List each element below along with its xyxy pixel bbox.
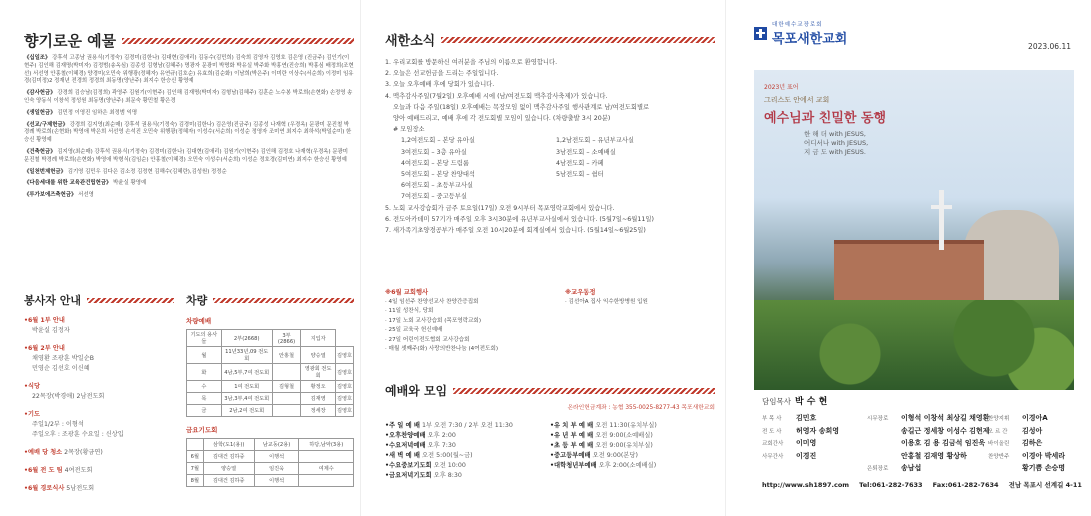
vehicle-prayer-label: 금요기도회 <box>186 426 218 434</box>
servant-group-head: • 6월 경로식사 5남전도회 <box>24 484 174 494</box>
event-line: · 김선아A 집사 익수한방병원 입원 <box>565 298 648 305</box>
servant-line: 주일오후 : 조광훈 수요일 : 신상입 <box>32 431 124 438</box>
worship-row <box>385 471 550 481</box>
worship-time: 1부 오전 7:30 / 2부 오전 11:30 <box>419 422 513 429</box>
offering-names: 강경희 김지영(최순매) 강후석 권용식(기정숙) 김경미(김한나) 김은영(진금주) 김종성 나재혁 (우경옥) 문광미 문진철 박경례 박로희(손현화) 박영애 박은희 서선영 손석진 오민숙 위행광(정혜자) 이성수(서순희) 이성순 정영자 조미연 최지수 최하석(박일순미) 한승신 황영예 <box>24 121 352 144</box>
vehicle-worship-label: 차량예배 <box>186 317 212 325</box>
meeting-place: 1,2여전도회 – 본당 유아실 <box>401 137 475 145</box>
online-account: 온라인헌금계좌 : 농협 355-0025-8277-43 목포새한교회 <box>567 405 715 411</box>
servant-group-head: • 6월 전 도 팀 4여전도회 <box>24 466 174 476</box>
table-cell: 정세장 <box>301 405 336 417</box>
news-item: 7. 새가족기초양경공부가 매주일 오전 10시20분에 회계실에서 있습니다. (5월14일~6월25일) <box>385 227 646 235</box>
phone: Tel:061-282-7633 <box>859 481 923 489</box>
offering-item <box>24 149 354 165</box>
staff-role: 찬양반주 <box>988 453 1010 460</box>
offering-names: 김민정 이영진 임하은 최정범 익명 <box>55 109 138 116</box>
worship-schedule <box>385 421 715 481</box>
staff-name: 이경아 박세라 <box>1022 451 1066 460</box>
worship-time: 오전 5:00(월~금) <box>419 452 473 459</box>
worship-name: • 대학청년부예배 <box>550 462 597 469</box>
news-list <box>385 57 715 236</box>
news-item: 6. 전도아카데미 57기가 매주일 오후 3시30분에 유년부교사실에서 있습니다. (5월7일~6월11일) <box>385 215 654 223</box>
servant-group <box>24 466 174 476</box>
staff-role: 찬양지휘 <box>988 416 1010 422</box>
offering-category: 《다음세대를 위한 교육관건립헌금》 <box>24 180 112 187</box>
table-cell: 영광회 전도회 <box>301 364 336 381</box>
worship-row <box>385 441 550 451</box>
table-cell <box>299 451 354 463</box>
worship-time: 오후 8:30 <box>431 472 462 479</box>
staff-role: 은퇴장로 <box>867 466 889 472</box>
offering-category: 《일천번제헌금》 <box>24 168 67 175</box>
middle-panel <box>360 0 725 516</box>
church-name: 대한예수교장로회 목포새한교회 <box>772 22 848 47</box>
news-item: 오늘과 다음 주일(18일) 오후예배는 목장모임 없이 맥추감사주일 행사관계로 남/여전도회별로 <box>393 103 650 111</box>
offering-names: 박윤실 황영예 <box>111 180 147 187</box>
meeting-place: 5남전도회 – 쉼터 <box>556 171 604 179</box>
bulletin-date: 2023.06.11 <box>1028 42 1071 51</box>
worship-row <box>385 431 550 441</box>
offering-section <box>24 30 354 200</box>
vehicle-title: 차량 <box>186 292 354 308</box>
worship-name: • 수요중보기도회 <box>385 462 432 469</box>
table-cell: 8월 <box>187 475 204 487</box>
table-header-cell: 삼학(도1(용)) <box>203 439 254 451</box>
table-cell: 양승열 <box>203 463 254 475</box>
church-events <box>385 288 565 355</box>
staff-name: 김하은 <box>1022 439 1043 447</box>
staff-role: 전 도 사 <box>762 428 782 435</box>
news-item: 양아 예배드리고, 예배 후에 각 전도회별 모임이 있습니다. (차량출발 3시 20분) <box>393 115 611 123</box>
table-header-cell: 기도의 용사들 <box>187 330 222 347</box>
event-line: · 4일 임선주 찬양선교사 찬양간증집회 <box>385 298 479 305</box>
table-cell: 2남,2여 전도회 <box>221 405 272 417</box>
worship-time: 오전 10:00 <box>431 462 466 469</box>
member-news <box>565 288 715 307</box>
table-cell <box>299 475 354 487</box>
event-line: · 27일 어린이전도협회 교사강습회 <box>385 336 470 343</box>
table-row <box>187 463 354 475</box>
staff-col-music <box>988 413 1065 476</box>
worship-name: • 금요저녁기도회 <box>385 472 432 479</box>
staff-row <box>988 413 1065 426</box>
news-section <box>385 30 715 236</box>
staff-row <box>867 438 989 451</box>
table-header-row <box>187 439 354 451</box>
worship-name: • 수요저녁예배 <box>385 442 426 449</box>
table-row <box>187 381 354 393</box>
servant-line: 박윤실 김정자 <box>32 327 70 334</box>
table-cell: 양승열 <box>301 347 336 364</box>
table-cell: 김형철 <box>272 381 301 393</box>
table-cell: 김영호 <box>335 405 353 417</box>
servant-group-head: • 예배 당 청소 2목장(황금연) <box>24 448 174 458</box>
staff-name: 황기쁨 손승명 <box>1022 464 1066 472</box>
meeting-place: 4남전도회 – 카페 <box>556 159 604 167</box>
news-title: 새한소식 <box>385 30 715 49</box>
worship-section <box>385 382 715 481</box>
staff-row <box>867 426 989 439</box>
worship-row <box>385 451 550 461</box>
table-row <box>187 405 354 417</box>
staff-name: 안홍철 김재영 황상하 <box>901 451 967 460</box>
staff-row <box>988 451 1065 464</box>
table-cell: 이행석 <box>254 475 299 487</box>
staff-section <box>762 394 1082 493</box>
servant-line: 민영순 김선호 이신혜 <box>32 365 90 372</box>
meeting-place: 3남전도회 – 소예배실 <box>556 148 616 156</box>
servant-inline: 4여전도회 <box>62 467 93 474</box>
event-line: · 25일 교육국 헌신예배 <box>385 327 443 333</box>
worship-row <box>385 461 550 471</box>
staff-name: 이경아A <box>1022 414 1048 422</box>
event-line: · 매월 셋째주(화) 사랑의반찬나눔 (4여전도회) <box>385 346 499 352</box>
staff-row <box>867 463 989 476</box>
news-item: 3. 오늘 오후예배 후에 당회가 있습니다. <box>385 81 495 89</box>
staff-row <box>762 426 839 439</box>
worship-schedule-left <box>385 421 550 481</box>
worship-row <box>550 461 715 471</box>
servant-line: 22목장(박경애) 2남전도회 <box>32 393 105 400</box>
staff-name: 이경진 <box>796 451 817 460</box>
worship-row <box>550 451 715 461</box>
offering-item <box>24 55 354 86</box>
worship-name: • 중고등부예배 <box>550 452 591 459</box>
servant-group-head: • 식당 <box>24 382 174 392</box>
cross-logo-icon <box>754 27 767 40</box>
news-item: 5. 노회 교사강습회가 금주 토요일(17일) 오전 9시부터 목포영락교회에서 있습니다. <box>385 204 615 212</box>
offering-item <box>24 180 354 188</box>
offering-item <box>24 90 354 106</box>
event-line: · 11일 성찬식, 당회 <box>385 308 434 314</box>
table-row <box>187 347 354 364</box>
table-cell: 김영호 <box>335 347 353 364</box>
table-cell: 1여 전도회 <box>221 381 272 393</box>
staff-row <box>762 451 839 464</box>
church-events-title: ※6월 교회행사 <box>385 289 429 296</box>
servant-list <box>24 316 174 494</box>
table-row <box>187 393 354 405</box>
table-row <box>187 475 354 487</box>
church-events-list <box>385 298 565 355</box>
offering-item <box>24 169 354 177</box>
table-cell <box>272 393 301 405</box>
verse-line: 어디서나 with JESUS, <box>804 139 869 147</box>
senior-pastor: 담임목사 박 수 현 <box>762 397 828 407</box>
table-cell: 김대건 김하중 <box>203 475 254 487</box>
table-header-cell: 지입자 <box>301 330 336 347</box>
offering-names: 김지영(최순매) 강후석 권용식(기정숙) 김경미(김한나) 김대현(김애리) 김원기(이현주) 김인해 김정호 나재혁(우경옥) 문광미 문진철 박경례 박로희(손현화) 박영애 박형식(김임순) 안홍철(이혜경) 오민숙 이성수(서순희) 이성순 정호경(김미연) 최지수 한승신 황영예 <box>24 148 348 163</box>
worship-row <box>385 421 550 431</box>
offering-names: 서선영 <box>76 192 94 199</box>
servant-inline: 2목장(황금연) <box>62 449 103 456</box>
servant-group <box>24 410 174 440</box>
table-cell: 3남,3부,4여 전도회 <box>221 393 272 405</box>
left-panel <box>0 0 360 516</box>
table-header-cell: 하당,남악(3용) <box>299 439 354 451</box>
worship-title: 예배와 모임 <box>385 382 715 399</box>
worship-time: 오후 2:00(소예배실) <box>596 462 657 469</box>
staff-row <box>988 426 1065 439</box>
verse-line: 한 해 더 with JESUS, <box>804 130 866 138</box>
table-header-cell <box>187 439 204 451</box>
offering-names: 김기영 김민우 김다은 김소정 김정현 김해수(김혜란),김성원) 정정순 <box>66 168 227 175</box>
servant-group <box>24 484 174 494</box>
news-item: 2. 오늘은 선교헌금을 드리는 주일입니다. <box>385 70 499 78</box>
staff-name: 이형석 이창석 최상길 채영환 <box>901 414 990 422</box>
staff-row <box>867 451 989 464</box>
cover-verse <box>764 130 994 157</box>
meeting-place: 3여전도회 – 3층 유아실 <box>401 148 467 156</box>
offering-category: 《감사헌금》 <box>24 90 56 97</box>
table-cell: 화 <box>187 364 222 381</box>
offering-item <box>24 110 354 118</box>
staff-col-ministers <box>762 413 839 463</box>
offering-item <box>24 192 354 200</box>
worship-row <box>550 441 715 451</box>
servant-title: 봉사자 안내 <box>24 292 174 308</box>
table-cell: 김영호 <box>335 393 353 405</box>
staff-role: 교회간사 <box>762 441 784 447</box>
staff-role: 사무간사 <box>762 453 784 460</box>
offering-category: 《십일조》 <box>24 55 51 61</box>
vehicle-worship-table <box>186 329 354 417</box>
staff-role: 오 르 간 <box>988 428 1008 435</box>
offering-category: 《생일헌금》 <box>24 109 56 116</box>
table-cell: 안홍철 <box>272 347 301 364</box>
meeting-place: 6여전도회 – 초등부교사실 <box>401 182 473 190</box>
worship-time: 오전 9:00(소예배실) <box>593 432 653 439</box>
staff-role: 바이올린 <box>988 441 1010 447</box>
worship-time: 오전 9:00(본당) <box>590 452 638 459</box>
staff-name: 김민호 <box>796 414 817 422</box>
staff-name: 허영자 송희영 <box>796 426 840 435</box>
servant-group <box>24 382 174 402</box>
table-cell: 김영호 <box>335 364 353 381</box>
worship-row <box>550 431 715 441</box>
table-cell: 월 <box>187 347 222 364</box>
vehicle-prayer-table <box>186 438 354 487</box>
staff-col-elders <box>867 413 989 476</box>
servant-group <box>24 448 174 458</box>
cover-panel <box>725 0 1091 516</box>
staff-role: 시무장로 <box>867 416 889 422</box>
member-news-title: ※교우동정 <box>565 289 596 296</box>
servant-group <box>24 344 174 374</box>
vehicle-section <box>186 292 354 487</box>
meeting-place: 4여전도회 – 본당 드림룸 <box>401 159 469 167</box>
fax: Fax:061-282-7634 <box>932 481 999 489</box>
offering-item <box>24 122 354 145</box>
staff-row <box>988 463 1065 476</box>
staff-row <box>867 413 989 426</box>
staff-name: 이미영 <box>796 439 817 447</box>
worship-row <box>550 421 715 431</box>
servant-inline: 5남전도회 <box>64 485 95 492</box>
offering-list <box>24 55 354 200</box>
table-cell <box>272 364 301 381</box>
table-cell: 4남,5부,7여 전도회 <box>221 364 272 381</box>
servant-group-head: • 기도 <box>24 410 174 420</box>
cover-motto: 2023년 표어 그리스도 안에서 교회 예수님과 친밀한 동행 한 해 더 with JESUS, 어디서나 with JESUS, 지 금 도 with JESUS. <box>764 82 994 157</box>
offering-title: 향기로운 예물 <box>24 30 354 51</box>
cross-tower-icon <box>939 190 944 250</box>
news-item: 4. 맥추감사주일(7월2일) 오후예배 시에 (남/여전도회 맥추감사축제)가 있습니다. <box>385 92 608 100</box>
table-cell: 김재영 <box>301 393 336 405</box>
worship-schedule-right <box>550 421 715 481</box>
meeting-place <box>556 191 715 202</box>
worship-name: • 새 벽 예 배 <box>385 452 420 459</box>
meeting-places <box>385 135 715 202</box>
table-cell: 목 <box>187 393 222 405</box>
table-cell: 여제수 <box>299 463 354 475</box>
verse-line: 지 금 도 with JESUS. <box>804 148 866 156</box>
worship-name: • 유 치 부 예 배 <box>550 422 593 429</box>
staff-name: 송길근 정세창 이성수 김현제 <box>901 426 990 435</box>
worship-name: • 주 일 예 배 <box>385 422 420 429</box>
meeting-place: 1,2남전도회 – 유년부교사실 <box>556 137 634 145</box>
worship-name: • 유 년 부 예 배 <box>550 432 593 439</box>
servant-line: 채영환 조광훈 박일순B <box>32 355 94 362</box>
table-header-cell: 2부(2668) <box>221 330 272 347</box>
worship-time: 오후 7:30 <box>425 442 456 449</box>
servant-section <box>24 292 174 494</box>
staff-row <box>988 438 1065 451</box>
table-cell: 김대건 김하중 <box>203 451 254 463</box>
servant-group <box>24 316 174 336</box>
worship-name: • 초 등 부 예 배 <box>550 442 593 449</box>
offering-category: 《선교/구제헌금》 <box>24 121 68 128</box>
table-header-cell: 3부(2866) <box>272 330 301 347</box>
table-row <box>187 451 354 463</box>
worship-time: 오전 9:00(유치부실) <box>593 442 653 449</box>
table-cell: 6월 <box>187 451 204 463</box>
staff-role: 부 목 사 <box>762 416 782 422</box>
staff-name: 김성아 <box>1022 426 1043 435</box>
table-cell: 수 <box>187 381 222 393</box>
table-cell: 김영호 <box>335 381 353 393</box>
table-cell: 7월 <box>187 463 204 475</box>
worship-name: • 오후찬양예배 <box>385 432 426 439</box>
member-news-list <box>565 298 715 308</box>
table-cell: 금 <box>187 405 222 417</box>
servant-line: 주일1/2부 : 이형석 <box>32 421 84 428</box>
address: 전남 목포시 선계길 4-11 <box>1008 481 1082 489</box>
worship-time: 오후 2:00 <box>425 432 456 439</box>
meeting-place <box>556 180 715 191</box>
church-footer <box>762 480 1082 489</box>
event-line: · 17일 노회 교사강습회 (목포영락교회) <box>385 317 482 324</box>
news-item: # 모임장소 <box>393 126 425 134</box>
meeting-place: 7여전도회 – 중고등부실 <box>401 193 467 201</box>
offering-names: 강경희 김승남(김정희) 곽영주 김원기(이현주) 김인해 김재명(박미자) 김형남(김혜주) 김훈순 노수봉 박로희(손현화) 손정영 송인숙 양동식 이창석 정성원 최동명(양난주) 최문숙 황민철 황은경 <box>24 90 353 104</box>
servant-group-head: • 6월 2부 안내 <box>24 344 174 354</box>
table-cell: 이행석 <box>254 451 299 463</box>
meeting-place: 5여전도회 – 본당 찬양대석 <box>401 171 475 179</box>
church-logo-header <box>754 20 847 47</box>
staff-name: 송남섭 <box>901 464 922 472</box>
table-cell: 임진욱 <box>254 463 299 475</box>
worship-time: 오전 11:30(유치부실) <box>593 422 657 429</box>
staff-row <box>762 438 839 451</box>
table-cell <box>272 405 301 417</box>
website-link[interactable]: http://www.sh1897.com <box>762 481 850 489</box>
offering-category: 《루가보에즈축헌금》 <box>24 192 77 199</box>
table-header-cell: 남교동(2용) <box>254 439 299 451</box>
news-item: 1. 우리교회를 방문하신 여러분을 주님의 이름으로 환영합니다. <box>385 59 558 66</box>
offering-names: 강후석 고종남 권용식(기정숙) 김경미(김한나) 김대현(김애리) 김동수(김민희) 김숙희 김영자 김영호 김은영 (진금주) 김인기(이현주) 김인해 김재명(박미자) 김정범(송옥심) 김종성 김형남(김혜주) 명광자 문광미 박명화 박유실 박주화 박홍연(진승희) 박홍심 배정희(조현선) 서선영 안홍철(이혜경) 양경미(오민숙 위행광(정혜자) 유연규(김호순) 유효희(김순화) 이남희(박은주) 이미란 이상수(서순희) 이정미 임유경(김미정)2 정재년 전경희 정경희 최동명(양난주) 최지수 한승신 황영예 <box>24 55 354 85</box>
servant-group-head: • 6월 1부 안내 <box>24 316 174 326</box>
table-row <box>187 364 354 381</box>
table-cell: 11년33년,09 전도회 <box>221 347 272 364</box>
staff-name: 이용호 김 용 김금석 임진욱 <box>901 439 986 447</box>
staff-row <box>762 413 839 426</box>
church-photo <box>754 70 1074 390</box>
table-header-row <box>187 330 354 347</box>
table-cell: 황정오 <box>301 381 336 393</box>
offering-category: 《건축헌금》 <box>24 148 56 155</box>
